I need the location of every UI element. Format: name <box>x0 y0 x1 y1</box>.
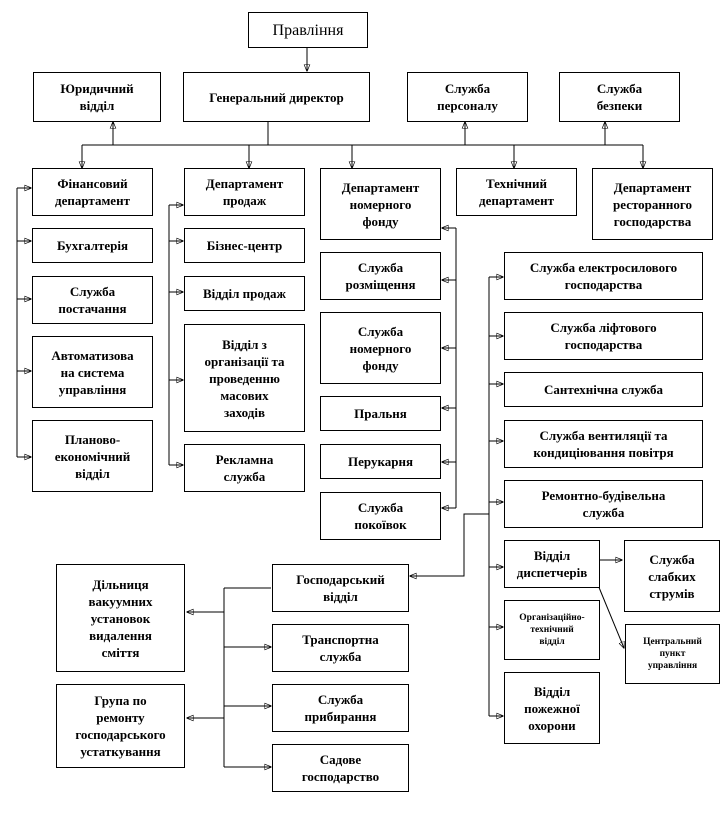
node-org-tech: Організаційно- технічний відділ <box>504 600 600 660</box>
node-business-center: Бізнес-центр <box>184 228 305 263</box>
node-tech-dept: Технічний департамент <box>456 168 577 216</box>
node-laundry: Пральня <box>320 396 441 431</box>
node-weak-current: Служба слабких струмів <box>624 540 720 612</box>
node-restaurant-dept: Департамент ресторанного господарства <box>592 168 713 240</box>
node-advertising: Рекламна служба <box>184 444 305 492</box>
node-board: Правління <box>248 12 368 48</box>
node-general-director: Генеральний директор <box>183 72 370 122</box>
node-sales-dept: Департамент продаж <box>184 168 305 216</box>
node-sales-office: Відділ продаж <box>184 276 305 311</box>
node-personnel: Служба персоналу <box>407 72 528 122</box>
node-room-service: Служба номерного фонду <box>320 312 441 384</box>
node-ventilation: Служба вентиляції та кондиціювання повітря <box>504 420 703 468</box>
node-dispatch: Відділ диспетчерів <box>504 540 600 588</box>
node-central-control: Центральний пункт управління <box>625 624 720 684</box>
node-fire: Відділ пожежної охорони <box>504 672 600 744</box>
node-garden: Садове господарство <box>272 744 409 792</box>
node-vacuum: Дільниця вакуумних установок видалення сміття <box>56 564 185 672</box>
node-planning: Планово- економічний відділ <box>32 420 153 492</box>
node-elevator: Служба ліфтового господарства <box>504 312 703 360</box>
node-supply: Служба постачання <box>32 276 153 324</box>
node-plumbing: Сантехнічна служба <box>504 372 703 407</box>
node-floor-service: Служба покоївок <box>320 492 441 540</box>
node-rooms-dept: Департамент номерного фонду <box>320 168 441 240</box>
node-transport: Транспортна служба <box>272 624 409 672</box>
node-accommodation: Служба розміщення <box>320 252 441 300</box>
node-equipment-repair: Група по ремонту господарського устаткування <box>56 684 185 768</box>
node-hairdresser: Перукарня <box>320 444 441 479</box>
node-accounting: Бухгалтерія <box>32 228 153 263</box>
node-finance-dept: Фінансовий департамент <box>32 168 153 216</box>
node-household: Господарський відділ <box>272 564 409 612</box>
node-events: Відділ з організації та проведенню масових заходів <box>184 324 305 432</box>
node-legal: Юридичний відділ <box>33 72 161 122</box>
node-electric: Служба електросилового господарства <box>504 252 703 300</box>
node-repair: Ремонтно-будівельна служба <box>504 480 703 528</box>
node-cleaning: Служба прибирання <box>272 684 409 732</box>
node-automation: Автоматизова на система управління <box>32 336 153 408</box>
node-security: Служба безпеки <box>559 72 680 122</box>
